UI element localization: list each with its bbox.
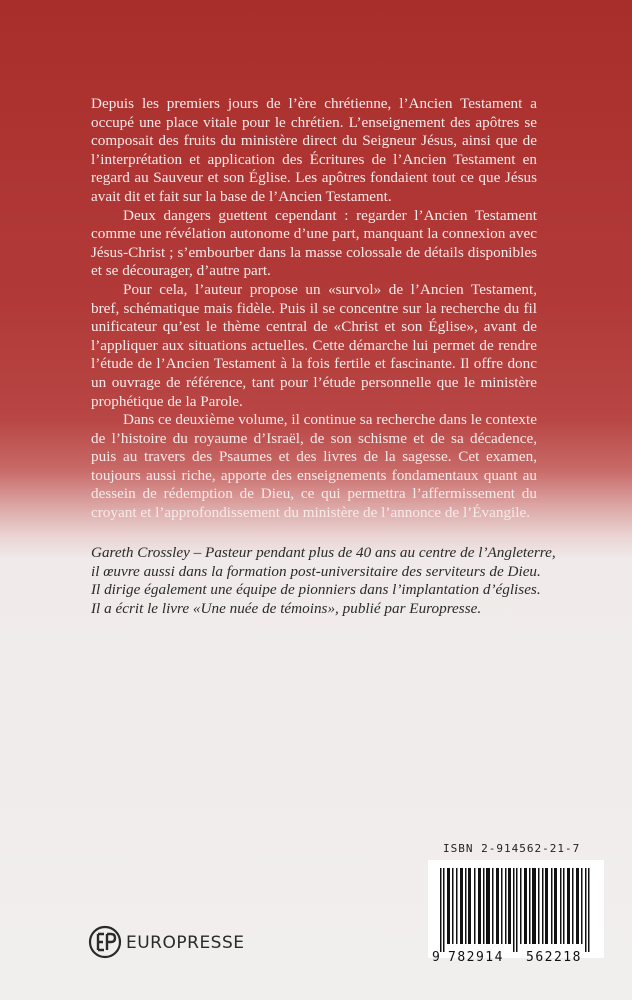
blurb-paragraph-4: Dans ce deuxième volume, il continue sa recherche dans le contexte de l’histoire du royaume d’Israël, de son schisme et de sa décadence, puis au travers des Psaumes et des livres de la sagesse. Cet examen, toujours aussi riche, apporte des enseignements fondamentaux quant au dessein de rédemption de Dieu, ce qui permettra l’affermissement du croyant et l’approfondissement du ministère de l’annonce de l’Évangile.	[91, 411, 537, 522]
barcode-right-group: 562218	[526, 950, 582, 965]
barcode-bars-icon	[438, 868, 598, 952]
author-bio-line-4: Il a écrit le livre «Une nuée de témoins», publié par Europresse.	[91, 599, 482, 617]
author-bio-line-1: Gareth Crossley – Pasteur pendant plus de 40 ans au centre de l’Angleterre,	[91, 544, 556, 561]
blurb-paragraph-2: Deux dangers guettent cependant : regarder l’Ancien Testament comme une révélation autonome d’une part, manquant la connexion avec Jésus-Christ ; s’embourber dans la masse colossale de détails disponibles et se décourager, d’autre part.	[91, 206, 537, 280]
publisher-name: EUROPRESSE	[126, 933, 245, 953]
publisher-logo	[88, 925, 268, 965]
isbn-label: ISBN 2-914562-21-7	[443, 842, 581, 855]
author-bio-line-3: Il dirige également une équipe de pionniers dans l’implantation d’églises.	[91, 581, 541, 599]
author-bio-line-2: il œuvre aussi dans la formation post-universitaire des serviteurs de Dieu.	[91, 562, 541, 580]
barcode	[428, 860, 604, 965]
blurb-paragraph-3: Pour cela, l’auteur propose un «survol» de l’Ancien Testament, bref, schématique mais fidèle. Puis il se concentre sur la recherche du fil unificateur qu’est le thème central de «Christ et son Église», avant de l’appliquer aux situations actuelles. Cette démarche lui permet de rendre l’étude de l’Ancien Testament à la fois fertile et fascinante. Il offre donc un ouvrage de référence, tant pour l’étude personnelle que le ministère prophétique de la Parole.	[91, 280, 537, 410]
author-bio	[91, 544, 556, 618]
barcode-left-group: 782914	[448, 950, 504, 965]
back-cover-blurb	[91, 95, 537, 523]
blurb-paragraph-1: Depuis les premiers jours de l’ère chrétienne, l’Ancien Testament a occupé une place vitale pour le chrétien. L’enseignement des apôtres se composait des fruits du ministère direct du Seigneur Jésus, ainsi que de l’interprétation et application des Écritures de l’Ancien Testament en regard au Sauveur et son Église. Les apôtres fondaient tout ce que Jésus avait dit et fait sur la base de l’Ancien Testament.	[91, 95, 537, 205]
europresse-logo-icon	[88, 925, 122, 959]
isbn-barcode-block	[428, 842, 604, 974]
barcode-first-digit: 9	[432, 950, 440, 965]
